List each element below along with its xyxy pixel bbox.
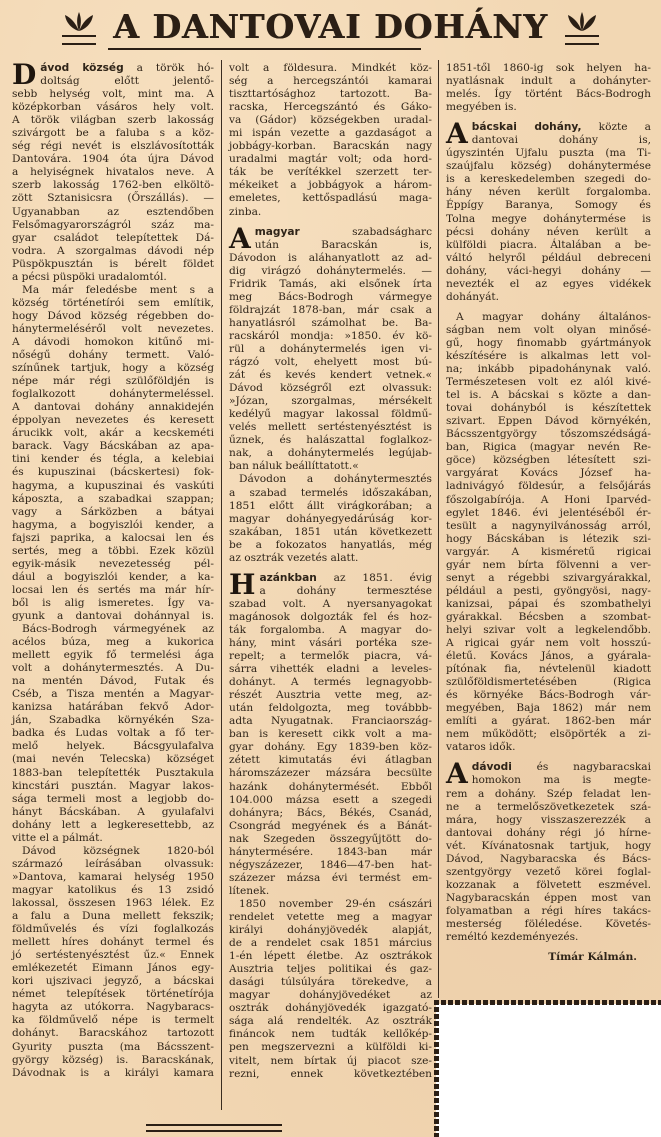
text-line: badka és Ludas voltak a fő ter- <box>12 727 214 740</box>
text-line: acélos búza, meg a kukorica <box>12 636 214 649</box>
text-line: négyszázezer, 1846—47-ben hat- <box>229 858 432 871</box>
text-line: pécsi dohány néven került a <box>446 225 651 238</box>
paragraph <box>446 62 651 114</box>
text-line: káposzta, a szabadkai szappan; <box>12 492 214 505</box>
text-line: Dávodon a dohánytermesztés <box>239 473 432 486</box>
paragraph: A dávodi és nagybaracskai homokon ma is megte- rem a dohány. Szép feladat len- ne a termelőszövetkezetek szá- mára, hogy visszaszerezzék a dantovai dohány régi jó hírne- vét. Kívánatosnak tartjuk, hogy Dávod, Nagybaracska és Bács- szentgyörgy vezető körei foglal- kozzanak a fölvetett eszmével. Nagybaracskán éppen most van folyamatban a régi híres takács- mesterség föléledése. Követés- reméltó kezdeményezés. <box>446 757 651 944</box>
text-line: Csongrád megyének és a Bánát- <box>229 819 432 832</box>
text-line: tini kender és tégla, a kelebiai <box>12 453 214 466</box>
paragraph: D ávod község a török hó- doltság előtt jelentő- sebb helység volt, mint ma. A középkorban vásáros hely volt. A török világban szerb lakosság szivárgott be a faluba s a köz- ség régi nevét is elszlávosították Dantovára. 1904 óta újra Dávod a helyiségnek hivatalos neve. A szerb lakosság 1762-ben elköltö- zött Sztanisicsra (Őrszállás). — Ugyanabban az esztendőben Felsőmagyarországról száz ma- gyar családot telepítettek Dá- vodra. A szorgalmas dávodi nép Püspökpusztán is bérelt földet a pécsi püspöki uradalomtól. <box>12 58 214 283</box>
text-line: tiszttartósághoz tartozott. Ba- <box>229 88 432 101</box>
text-line: gű, hogy finomabb gyártmányok <box>446 336 651 349</box>
text-line: nak Szegeden összegyűjtött do- <box>229 832 432 845</box>
text-line: sertés, meg a többi. Ezek közül <box>12 544 214 557</box>
text-line: Püspökpusztán is bérelt földet <box>12 257 214 270</box>
text-line: sebb helység volt, mint ma. A <box>12 88 214 101</box>
text-line: tesült a nagynyilvánosság arról, <box>446 519 651 532</box>
drop-cap: A <box>446 117 468 151</box>
text-line: Ma már feledésbe ment s a <box>22 283 214 296</box>
drop-cap: A <box>229 221 251 255</box>
text-line: tovai dohányból is készítettek <box>446 402 651 415</box>
headline-underline <box>108 48 421 50</box>
text-line: 1851 előtt állt virágkorában; a <box>229 499 432 512</box>
text-line: vataros idők. <box>446 741 516 754</box>
text-line: mesterség föléledése. Követés- <box>446 918 651 930</box>
text-line: egyik-másik nevezetesség pél- <box>12 557 214 570</box>
text-line: kozzanak a fölvetett eszmével. <box>446 878 651 891</box>
text-line: rendelet vetette meg a magyar <box>229 911 432 923</box>
paragraph <box>229 898 432 1081</box>
text-line: kanizsa határában fekvő Ador- <box>12 701 214 714</box>
text-line: földrajzát 1878-ban, már csak a <box>229 303 432 316</box>
article-column-3 <box>446 62 651 964</box>
column-divider <box>221 60 222 1110</box>
text-line: űznek, és halászattal foglalkoz- <box>229 434 432 447</box>
text-line: ságban nem volt olyan minősé- <box>446 323 651 336</box>
text-line: gyar családot telepítettek Dá- <box>12 231 214 244</box>
text-line: dig virágzó dohánytermelés. — <box>229 264 432 277</box>
text-line: is a kereskedelemben szegedi do- <box>446 173 651 186</box>
lead-words: dávodi <box>471 761 512 774</box>
drop-cap: H <box>229 567 256 601</box>
drop-cap: A <box>446 757 468 791</box>
paragraph: H azánkban az 1851. évig a dohány termesztése szabad volt. A nyersanyagokat magánosok dolgozták fel és hoz- ták forgalomba. A magyar do- hány, mint vásári portéka sze- repelt; a termelők piacra, vá- sárra vihették eladni a leveles- dohányt. A termés legnagyobb- részét Ausztria vette meg, az- után feldolgozta, meg továbbb- adta Nyugatnak. Franciaország- ban is keresett cikk volt a ma- gyar dohány. Egy 1839-ben köz- zétett kimutatás évi átlagban háromszázezer mázsára becsülte hazánk dohánytermését. Ebből 104.000 mázsa esett a szegedi dohányra; Bács, Békés, Csanád, Csongrád megyének és a Bánát- nak Szegeden összegyűjtött do- hánytermésére. 1843-ban már négyszázezer, 1846—47-ben hat- százezer mázsa évi termést em- lítenek. <box>229 567 432 897</box>
text-line: után feldolgozta, meg továbbb- <box>229 702 432 715</box>
text-line: hagyma, a kupuszinai és vaskúti <box>12 479 214 492</box>
text-line: rezni, ennek következtében <box>229 1067 432 1080</box>
text-line: melés. Így történt Bács-Bodrogh <box>446 88 651 101</box>
text-line: na; inkább pipadohánynak való. <box>446 363 651 376</box>
text-line: hagyma, a bogyiszlói kender, a <box>12 518 214 531</box>
text-line: mára, hogy visszaszerezzék a <box>446 813 651 826</box>
lead-words: ávod község <box>40 62 124 74</box>
text-line: zinba. <box>229 205 262 218</box>
text-line: színűnek tartjuk, hogy a község <box>12 362 214 375</box>
text-line: származó leírásában olvassuk: <box>12 857 214 870</box>
lead-words: bácskai dohány, <box>471 121 582 134</box>
text-line: de a rendelet csak 1851 március <box>229 937 432 950</box>
text-line: ban náluk beállíttatott.« <box>229 460 359 473</box>
text-line: például a pesti, gyöngyösi, nagy- <box>446 584 651 597</box>
blank-area <box>436 1004 661 1137</box>
text-line: ből is alig ismeretes. Így va- <box>12 596 214 609</box>
text-line: Nagybaracskán éppen most van <box>446 891 651 904</box>
text-line: uradalmi magtár volt; oda hord- <box>229 153 432 166</box>
text-line: sága alá rendelték. Az osztrák <box>229 1015 432 1028</box>
text-line: 1851-től 1860-ig sok helyen ha- <box>446 62 651 74</box>
text-line: vodra. A szorgalmas dávodi nép <box>12 244 214 257</box>
text-line: Dantovára. 1904 óta újra Dávod <box>12 153 214 166</box>
text-line: emeletes, kettőspadlású maga- <box>229 192 432 205</box>
text-line: Fridrik Tamás, aki elsőnek írta <box>229 277 432 290</box>
text-line: életű. Kovács János, a gyárala- <box>446 650 651 663</box>
text-line: repelt; a termelők piacra, vá- <box>229 650 432 663</box>
text-line: locsai len és sertés ma már hír- <box>12 583 214 596</box>
paragraph: A bácskai dohány, közte a dantovai dohány is, úgyszintén Ujfalu puszta (ma Ti- szaújfalu község) dohánytermése is a kereskedelemben szegedi do- hány néven került forgalomba. Éppígy Baranya, Somogy és Tolna megye dohánytermése is pécsi dohány néven került a külföldi piacra. Általában a be- váltó helyről például debreceni dohány, váci-hegyi dohány — nevezték el az egyes vidékek dohányát. <box>446 117 651 303</box>
text-line: jó sertéstenyésztést űz.« Ennek <box>12 949 214 962</box>
text-line: hogy Dávod község régebben do- <box>12 309 214 322</box>
text-line: után Baracskán is, <box>254 238 432 251</box>
text-line: ban, Rigica (magyar nevén Re- <box>446 441 651 454</box>
text-line: Éppígy Baranya, Somogy és <box>446 199 651 212</box>
text-line: »Dantova, kamarai helység 1950 <box>12 870 214 883</box>
text-line: magyar dohányegyedárúság kor- <box>229 512 432 525</box>
text-line: pen megszervezni a külföldi ki- <box>229 1041 432 1054</box>
text-line: mellett egyik fő termelési ága <box>12 649 214 662</box>
text-line: zétett kimutatás évi átlagban <box>229 754 432 767</box>
text-line: A dantovai dohány annakidején <box>12 401 214 414</box>
text-line: mellett híres dohányt termel és <box>12 936 214 949</box>
text-line: zött Sztanisicsra (Őrszállás). — <box>12 192 214 205</box>
text-line: készítésére is alkalmas lett vol- <box>446 349 651 362</box>
text-line: Ausztria teljes politikai és gaz- <box>229 963 432 976</box>
text-line: rül a dohánytermelés igen vi- <box>229 342 432 355</box>
text-line: Gyurity puszta (ma Bácsszent- <box>12 1040 214 1053</box>
text-line: és környéke Bács-Bodrogh vár- <box>446 689 651 702</box>
text-line: dohányát. <box>446 290 500 303</box>
text-line: Dávodnak is a királyi kamara <box>12 1066 214 1079</box>
tobacco-leaf-ornament-left-icon <box>59 9 99 45</box>
text-line: ség régi nevét is elszlávosították <box>12 140 214 153</box>
text-line: hánytermeléséről volt nevezetes. <box>12 322 214 335</box>
text-line: vitte el a pálmát. <box>12 831 103 844</box>
text-line: Bácsszentgyörgy tőszomszédságá- <box>446 428 651 441</box>
lead-words: azánkban <box>259 571 317 584</box>
text-line: Természetesen volt ez alól kivé- <box>446 376 651 389</box>
text-line: 1883-ban telepítették Pusztakula <box>12 766 214 779</box>
text-line: nem működött; elsöpörték a zi- <box>446 728 651 741</box>
text-line: helyi szivar volt a legkelendőbb. <box>446 623 651 636</box>
text-line: na mentén Dávod, Futak és <box>12 675 214 688</box>
text-line: dohányt. A termés legnagyobb- <box>229 676 432 689</box>
text-line: reméltó kezdeményezés. <box>446 931 579 944</box>
text-line: szentgyörgy vezető körei foglal- <box>446 865 651 878</box>
text-line: a szabad termelés időszakában, <box>229 486 432 499</box>
text-line: hanyatlásról számolhat be. Ba- <box>229 316 432 329</box>
text-line: magyar dohányjövedéket az <box>229 989 432 1002</box>
text-line: va (Gádor) községekben uradal- <box>229 114 432 127</box>
text-line: magyar katolikus és 13 zsidó <box>12 883 214 896</box>
text-line: kincstári pusztán. Magyar lakos- <box>12 779 214 792</box>
text-line: dantovai dohány is, <box>471 134 651 147</box>
text-line: 1850 november 29-én császári <box>239 897 432 910</box>
text-line: dohányt. Baracskához tartozott <box>12 1027 214 1040</box>
text-line: szülőföldismertetésében (Rigica <box>446 676 651 689</box>
text-line: A rigicai gyár nem volt hosszú- <box>446 637 651 650</box>
text-line: szaújfalu község) dohánytermése <box>446 160 651 173</box>
text-line: jobbágy-korban. Baracskán nagy <box>229 140 432 153</box>
paragraph <box>229 473 432 564</box>
text-line: Dávod községnek 1820-ból <box>22 844 214 857</box>
text-line: szivárgott be a faluba s a köz- <box>12 127 214 140</box>
headline-title: A DANTOVAI DOHÁNY <box>113 7 548 46</box>
text-line: vagy a Sárközben a bátyai <box>12 505 214 518</box>
text-line: kanizsai, pápai és szombathelyi <box>446 597 651 610</box>
paragraph <box>12 284 214 623</box>
text-line: vargyárat Kovács József ha- <box>446 467 651 480</box>
text-line: racskáról mondja: »1850. év kö- <box>229 329 432 342</box>
headline <box>0 4 661 50</box>
text-line: népe már régi szülőföldjén is <box>12 375 214 388</box>
text-line: az osztrák vezetés alatt. <box>229 551 359 564</box>
text-line: 104.000 mázsa esett a szegedi <box>229 793 432 806</box>
text-line: hány néven került forgalomba. <box>446 186 651 199</box>
text-line: (mai nevén Telecska) községet <box>12 753 214 766</box>
text-line: ták forgalomba. A magyar do- <box>229 623 432 636</box>
text-line: homokon ma is megte- <box>471 774 651 787</box>
text-line: rágzó volt, ehelyett most bú- <box>229 356 432 369</box>
text-line: gyárakkal. Bécsben a szombat- <box>446 610 651 623</box>
text-line: lakossal, összesen 1963 lélek. Ez <box>12 897 214 909</box>
paragraph: A magyar szabadságharc után Baracskán is, Dávodon is aláhanyatlott az ad- dig virágzó dohánytermelés. — Fridrik Tamás, aki elsőnek írta meg Bács-Bodrogh vármegye földrajzát 1878-ban, már csak a hanyatlásról számolhat be. Ba- racskáról mondja: »1850. év kö- rül a dohánytermelés igen vi- rágzó volt, ehelyett most bú- zát és kevés kendert vetnek.« Dávod községről ezt olvassuk: »Józan, szorgalmas, mérsékelt kedélyű magyar lakossal földmű- velés mellett sertéstenyésztést is űznek, és halászattal foglalkoz- nak, a dohánytermelés legújab- ban náluk beállíttatott.« <box>229 221 432 473</box>
text-line: százezer mázsa évi termést em- <box>229 871 432 884</box>
text-line: Cséb, a Tisza mentén a Magyar- <box>12 688 214 701</box>
text-line: Dávod, Nagybaracska és Bács- <box>446 852 651 865</box>
text-line: sárra vihették eladni a leveles- <box>229 663 432 676</box>
text-line: földművelés és vízi foglalkozás <box>12 923 214 936</box>
text-line: dohány lett a legkeresettebb, az <box>12 818 214 831</box>
text-line: ladnivágyó földesúr, a felsőjárás <box>446 480 651 493</box>
column-divider <box>438 60 439 998</box>
article-column-2 <box>229 62 432 1081</box>
text-line: emlékezetét Eimann János egy- <box>12 962 214 975</box>
text-line: a falu a Duna mellett fekszik; <box>12 910 214 923</box>
text-line: ség a hercegszántói kamarai <box>229 75 432 88</box>
text-line: sága termeli most a legjobb do- <box>12 792 214 805</box>
text-line: meg Bács-Bodrogh vármegye <box>229 290 432 303</box>
text-line: be a fokozatos hanyatlás, még <box>229 538 432 551</box>
bottom-double-rule <box>146 1124 282 1132</box>
text-line: részét Ausztria vette meg, az- <box>229 689 432 702</box>
text-line: ták be verítékkel szerzett ter- <box>229 166 432 179</box>
dashed-border-top <box>434 1000 661 1005</box>
paragraph <box>446 311 651 755</box>
text-line: lítenek. <box>229 884 270 897</box>
text-line: hányt Bácskában. A gyulafalvi <box>12 805 214 818</box>
text-line: göce) községben létesített szi- <box>446 454 651 467</box>
text-line: hogy Bácskában is létezik szi- <box>446 532 651 545</box>
article-column-1 <box>12 58 214 1080</box>
text-line: folyamatban a régi híres takács- <box>446 904 651 917</box>
text-line: adta Nyugatnak. Franciaország- <box>229 715 432 728</box>
text-line: tel is. A bácskai s közte a dan- <box>446 389 651 402</box>
lead-words: magyar <box>254 225 300 238</box>
text-line: megyében is. <box>446 101 517 114</box>
text-line: ka földművelő népe is termelt <box>12 1014 214 1027</box>
text-line: hazánk dohánytermését. Ebből <box>229 780 432 793</box>
text-line: szakában, 1851 után következett <box>229 525 432 538</box>
text-line: szivart. Eppen Dávod környékén, <box>446 415 651 428</box>
text-line: senyt a régebbi szivargyárakkal, <box>446 571 651 584</box>
text-line: melő helyek. Bácsgyulafalva <box>12 740 214 753</box>
text-line: éppolyan nevezetes és keresett <box>12 414 214 427</box>
text-line: racska, Hercegszántó és Gáko- <box>229 101 432 114</box>
paragraph <box>229 62 432 219</box>
text-line: váltó helyről például debreceni <box>446 251 651 264</box>
text-line: volt a földesura. Mindkét köz- <box>229 62 432 74</box>
text-line: nyatlásnak indult a dohányter- <box>446 75 651 88</box>
text-line: dául a bogyiszlói kender, a ka- <box>12 570 214 583</box>
text-line: dantovai dohány régi jó hírne- <box>446 826 651 839</box>
author-signature: Tímár Kálmán. <box>548 951 637 964</box>
text-line: és kupuszinai (bácskertesi) fok- <box>12 466 214 479</box>
text-line: egylet 1846. évi jelentéséből ér- <box>446 506 651 519</box>
text-line: nevezték el az egyes vidékek <box>446 277 651 290</box>
text-line: Bács-Bodrogh vármegyének az <box>22 623 214 636</box>
text-line: hány, mint vásári portéka sze- <box>229 637 432 650</box>
text-line: árucikk volt, akár a kecskeméti <box>12 427 214 440</box>
text-line: volt a dohánytermesztés. A Du- <box>12 662 214 675</box>
text-line: A török világban szerb lakosság <box>12 114 214 127</box>
text-line: Ugyanabban az esztendőben <box>12 205 214 218</box>
text-line: pítónak fia, névtelenül kiadott <box>446 663 651 676</box>
text-line: hánytermésére. 1843-ban már <box>229 845 432 858</box>
text-line: mi ispán vezette a gazdaságot a <box>229 127 432 140</box>
text-line: A magyar dohány általános- <box>456 310 651 323</box>
text-line: a pécsi püspöki uradalomtól. <box>12 270 167 283</box>
text-line: ne a termelőszövetkezetek szá- <box>446 800 651 813</box>
text-line: dasági túlsúlyára törekedve, a <box>229 976 432 989</box>
text-line: 1-én lépett életbe. Az osztrákok <box>229 950 432 963</box>
text-line: ban is keresett cikk volt a ma- <box>229 728 432 741</box>
text-line: gyar dohány. Egy 1839-ben köz- <box>229 741 432 754</box>
text-line: nak, a dohánytermelés legújab- <box>229 447 432 460</box>
text-line: vét. Kívánatosnak tartjuk, hogy <box>446 839 651 852</box>
text-line: középkorban vásáros hely volt. <box>12 101 214 114</box>
text-line: vargyár. A kisméretű rigicai <box>446 545 651 558</box>
text-line: doltság előtt jelentő- <box>40 75 214 88</box>
text-line: község történetírói sem említik, <box>12 296 214 309</box>
text-line: a helyiségnek hivatalos neve. A <box>12 166 214 179</box>
text-line: magánosok dolgozták fel és hoz- <box>229 610 432 623</box>
text-line: zát és kevés kendert vetnek.« <box>229 369 432 382</box>
text-line: szabad volt. A nyersanyagokat <box>229 597 432 610</box>
dashed-border-left <box>434 1000 439 1137</box>
text-line: rem a dohány. Szép feladat len- <box>446 787 651 800</box>
text-line: a dohány termesztése <box>259 584 432 597</box>
text-line: Dávodon is aláhanyatlott az ad- <box>229 251 432 264</box>
text-line: dohányra; Bács, Békés, Csanád, <box>229 806 432 819</box>
text-line: fajszi paprika, a kalocsai len és <box>12 531 214 544</box>
text-line: dohány, váci-hegyi dohány — <box>446 264 651 277</box>
text-line: kedélyű magyar lakossal földmű- <box>229 408 432 421</box>
text-line: foglalkozott dohánytermeléssel. <box>12 388 214 401</box>
text-line: györgy község) is. Baracskának, <box>12 1053 214 1066</box>
tobacco-leaf-ornament-right-icon <box>562 9 602 45</box>
text-line: királyi dohányjövedék alapját, <box>229 924 432 937</box>
text-line: említi a gyárat. 1862-ben már <box>446 715 651 728</box>
text-line: megyében, Baja 1862) már nem <box>446 702 651 715</box>
text-line: »Józan, szorgalmas, mérsékelt <box>229 395 432 408</box>
paragraph <box>12 845 214 1080</box>
text-line: mékeiket a jobbágyok a három- <box>229 179 432 192</box>
text-line: nőségű dohány termett. Való- <box>12 349 214 362</box>
drop-cap: D <box>12 58 37 91</box>
text-line: német telepítések történetírója <box>12 988 214 1001</box>
text-line: gyár nem bírta fölvenni a ver- <box>446 558 651 571</box>
text-line: velés mellett sertéstenyésztést is <box>229 421 432 434</box>
text-line: hagyta az utókorra. Nagybaracs- <box>12 1001 214 1014</box>
text-line: ján, Szabadka környékén Sza- <box>12 714 214 727</box>
text-line: A dávodi homokon kitűnő mi- <box>12 335 214 348</box>
text-line: külföldi piacra. Általában a be- <box>446 238 651 251</box>
text-line: barack. Vagy Bácskában az apa- <box>12 440 214 453</box>
text-line: főszolgabírója. A Honi Iparvéd- <box>446 493 651 506</box>
text-line: fináncok nem tudták kellőkép- <box>229 1028 432 1041</box>
text-line: Tolna megye dohánytermése is <box>446 212 651 225</box>
text-line: Dávod községről ezt olvassuk: <box>229 382 432 395</box>
text-line: osztrák dohányjövedék igazgató- <box>229 1002 432 1015</box>
text-line: háromszázezer mázsára becsülte <box>229 767 432 780</box>
text-line: vitelt, nem bírtak új piacot sze- <box>229 1054 432 1067</box>
paragraph <box>12 623 214 845</box>
text-line: kori ujszivaci jegyző, a bácskai <box>12 975 214 988</box>
text-line: szerb lakosság 1762-ben elköltö- <box>12 179 214 192</box>
text-line: gyunk a dantovai dohánnyal is. <box>12 609 214 622</box>
text-line: úgyszintén Ujfalu puszta (ma Ti- <box>446 147 651 160</box>
text-line: Felsőmagyarországról száz ma- <box>12 218 214 231</box>
